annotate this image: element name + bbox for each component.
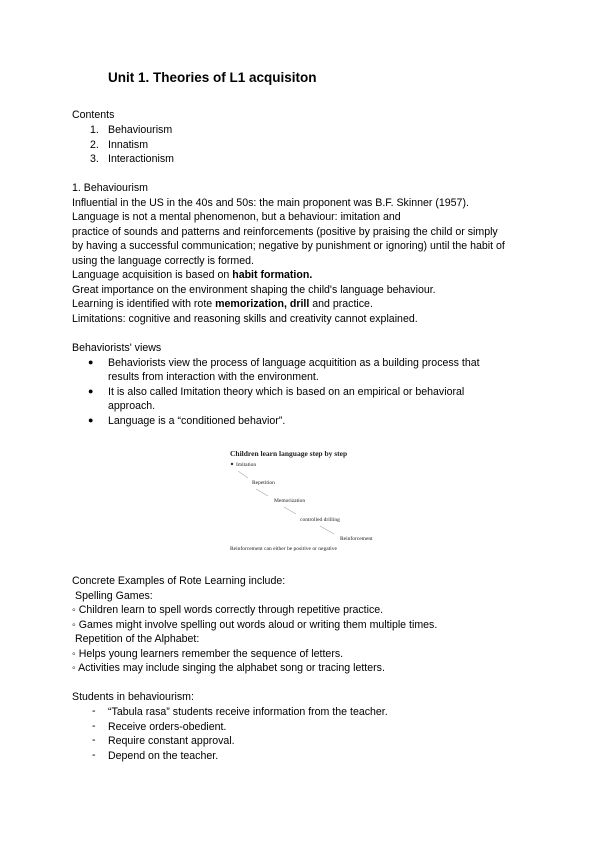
paragraph-line: by having a successful communication; negative by punishment or ignoring) until the habit of <box>72 240 505 252</box>
staircase-figure <box>222 444 382 558</box>
list-item: Depend on the teacher. <box>108 750 219 762</box>
contents-item-label: Behaviourism <box>108 124 173 136</box>
step-connector <box>238 471 248 478</box>
example-line: ◦ Activities may include singing the alphabet song or tracing letters. <box>72 662 385 674</box>
paragraph-line: Language is not a mental phenomenon, but a behaviour: imitation and <box>72 211 401 223</box>
contents-heading: Contents <box>72 109 115 121</box>
figure-step: controlled drilling <box>300 517 340 523</box>
text-run: Learning is identified with rote <box>72 298 216 310</box>
figure-step: Reinforcement <box>340 536 373 542</box>
paragraph-line: Great importance on the environment shaping the child's language behaviour. <box>72 284 436 296</box>
example-line: ◦ Helps young learners remember the sequence of letters. <box>72 648 344 660</box>
examples-heading: Concrete Examples of Rote Learning include: <box>72 575 286 587</box>
list-number: 1. <box>90 124 99 136</box>
page-title: Unit 1. Theories of L1 acquisiton <box>108 70 317 85</box>
figure-step: Repetition <box>252 480 275 486</box>
bold-term: habit formation. <box>232 269 313 281</box>
example-line: ◦ Games might involve spelling out words aloud or writing them multiple times. <box>72 619 438 631</box>
figure-caption: Reinforcement can either be positive or negative <box>230 546 337 552</box>
bullet-line: results from interaction with the environment. <box>108 371 319 383</box>
contents-item <box>0 123 600 138</box>
list-item: Receive orders-obedient. <box>108 721 227 733</box>
students-heading: Students in behaviourism: <box>72 691 194 703</box>
example-line: ◦ Children learn to spell words correctly through repetitive practice. <box>72 604 384 616</box>
step-connector <box>320 526 334 534</box>
contents-item <box>0 152 600 167</box>
list-item: Require constant approval. <box>108 735 235 747</box>
text-run: Language acquisition is based on <box>72 269 233 281</box>
bullet-icon: ● <box>88 415 94 425</box>
dash-marker: - <box>92 705 96 717</box>
paragraph-line: practice of sounds and patterns and reinforcements (positive by praising the child or simply <box>72 226 498 238</box>
step-connector <box>256 489 268 496</box>
bullet-line: It is also called Imitation theory which is based on an empirical or behavioral <box>108 386 465 398</box>
text-run: and practice. <box>309 298 373 310</box>
bullet-line: Language is a “conditioned behavior”. <box>108 415 286 427</box>
step-connector <box>284 507 296 514</box>
dash-marker: - <box>92 749 96 761</box>
dash-marker: - <box>92 720 96 732</box>
paragraph-line: using the language correctly is formed. <box>72 255 254 267</box>
contents-item-label: Interactionism <box>108 153 174 165</box>
bullet-dot-icon <box>231 463 233 465</box>
paragraph-line: Influential in the US in the 40s and 50s: the main proponent was B.F. Skinner (1957). <box>72 197 469 209</box>
examples-subheading: Repetition of the Alphabet: <box>75 633 200 645</box>
list-number: 2. <box>90 139 99 151</box>
dash-marker: - <box>92 734 96 746</box>
paragraph-line: Limitations: cognitive and reasoning skills and creativity cannot explained. <box>72 313 418 325</box>
contents-item <box>0 138 600 153</box>
bullet-icon: ● <box>88 357 94 367</box>
bullet-line: approach. <box>108 400 156 412</box>
section-heading: 1. Behaviourism <box>72 182 148 194</box>
paragraph-line <box>72 297 373 312</box>
bold-term: memorization, drill <box>215 298 310 310</box>
figure-step: Imitation <box>236 462 257 468</box>
paragraph-line <box>72 268 312 283</box>
list-item: “Tabula rasa” students receive information from the teacher. <box>108 706 388 718</box>
bullet-line: Behaviorists view the process of language acquitition as a building process that <box>108 357 480 369</box>
list-number: 3. <box>90 153 99 165</box>
views-heading: Behaviorists' views <box>72 342 162 354</box>
contents-item-label: Innatism <box>108 139 149 151</box>
figure-step: Memorization <box>274 498 306 504</box>
figure-title: Children learn language step by step <box>230 449 348 458</box>
examples-subheading: Spelling Games: <box>75 590 153 602</box>
bullet-icon: ● <box>88 386 94 396</box>
